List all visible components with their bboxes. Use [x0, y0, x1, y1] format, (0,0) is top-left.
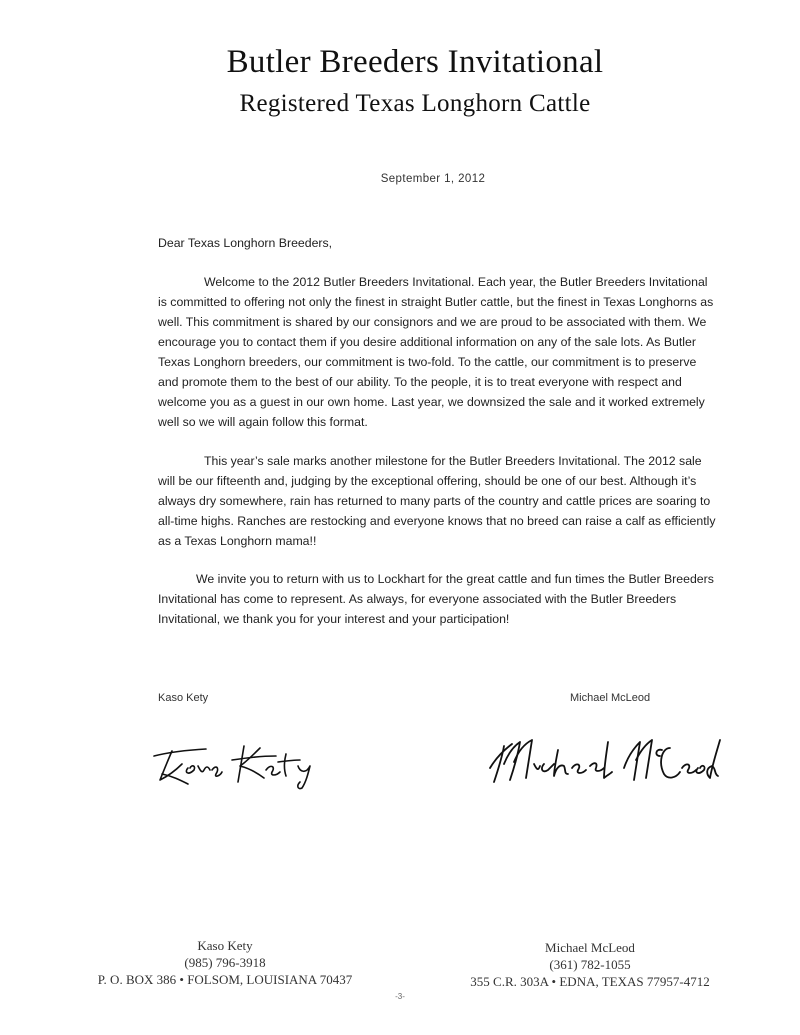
letter-paragraph-1: Welcome to the 2012 Butler Breeders Invitational. Each year, the Butler Breeders Invitational is committed to offering not only the finest in straight Butler cattle, but the finest in Texas Longhorns as well. This commitment is shared by our consignors and we are proud to be associated with them. We encourage you to contact them if you desire additional information on any of the sale lots. As Butler Texas Longhorn breeders, our commitment is two-fold. To the cattle, our commitment is to preserve and promote them to the best of our ability. To the people, it is to treat everyone with respect and welcome you as a guest in our own home. Last year, we downsized the sale and it worked extremely well so we will again follow this format. [158, 275, 714, 429]
letter-salutation: Dear Texas Longhorn Breeders, [158, 236, 333, 250]
signature-right-image [486, 728, 726, 794]
signer-name-left: Kaso Kety [158, 692, 209, 704]
letter-paragraph-2: This year’s sale marks another milestone for the Butler Breeders Invitational. The 2012 sale will be our fifteenth and, judging by the exceptional offering, should be one of our best. Although it’s always dry somewhere, rain has returned to many parts of the country and cattle prices are soaring to all-time highs. Ranches are restocking and everyone knows that no breed can raise a calf as efficiently as a Texas Longhorn mama!! [158, 454, 716, 548]
letterhead-subtitle: Registered Texas Longhorn Cattle [239, 90, 591, 117]
signature-left-image [148, 730, 348, 792]
contact-name: Kaso Kety [197, 938, 253, 953]
letter-paragraph-3: We invite you to return with us to Lockhart for the great cattle and fun times the Butler Breeders Invitational has come to represent. As always, for everyone associated with the Butler Breeders Invitational, we thank you for your interest and your participation! [158, 572, 714, 626]
contact-name: Michael McLeod [545, 940, 635, 955]
letterhead-title: Butler Breeders Invitational [226, 44, 604, 80]
contact-phone: (361) 782-1055 [549, 957, 631, 972]
page-number: -3- [395, 992, 405, 1001]
contact-phone: (985) 796-3918 [184, 955, 266, 970]
contact-address: P. O. BOX 386 • FOLSOM, LOUISIANA 70437 [97, 972, 353, 987]
contact-block-left [70, 937, 380, 988]
letter-date: September 1, 2012 [380, 173, 486, 185]
contact-block-right [430, 939, 750, 990]
contact-address: 355 C.R. 303A • EDNA, TEXAS 77957-4712 [470, 974, 710, 989]
signer-name-right: Michael McLeod [570, 692, 651, 704]
